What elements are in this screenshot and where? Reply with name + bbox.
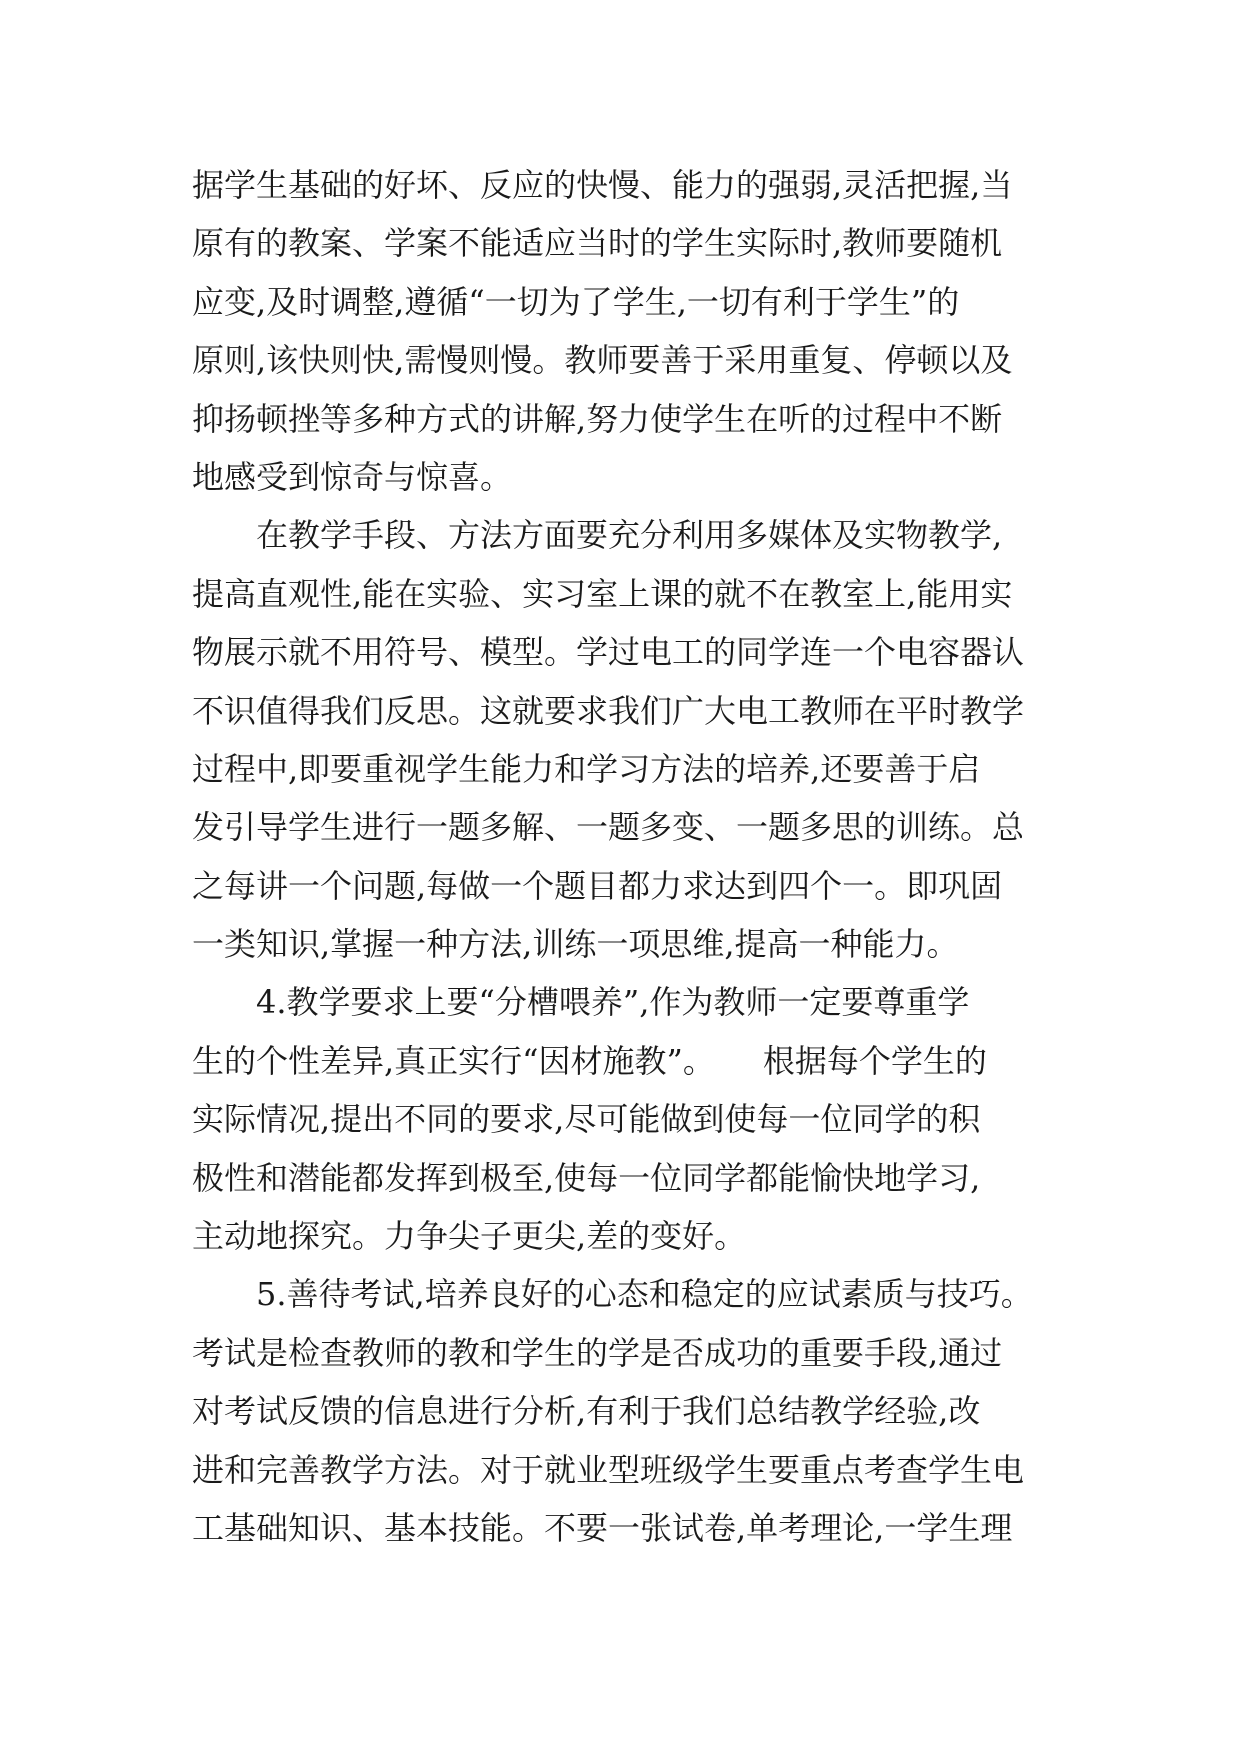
text-line: 提高直观性,能在实验、实习室上课的就不在教室上,能用实 [192,574,1013,613]
text-line: 极性和潜能都发挥到极至,使每一位同学都能愉快地学习, [192,1158,981,1197]
text-line: 生的个性差异,真正实行“因材施教”。 根据每个学生的 [192,1041,987,1080]
text-line: 发引导学生进行一题多解、一题多变、一题多思的训练。总 [192,808,1025,847]
text-line: 过程中,即要重视学生能力和学习方法的培养,还要善于启 [192,749,981,788]
text-line: 物展示就不用符号、模型。学过电工的同学连一个电容器认 [192,633,1025,672]
text-line: 地感受到惊奇与惊喜。 [192,457,513,496]
text-line: 实际情况,提出不同的要求,尽可能做到使每一位同学的积 [192,1100,981,1139]
text-line: 4.教学要求上要“分槽喂养”,作为教师一定要尊重学 [192,983,970,1022]
text-line: 进和完善教学方法。对于就业型班级学生要重点考查学生电 [192,1450,1025,1489]
text-line: 应变,及时调整,遵循“一切为了学生,一切有利于学生”的 [192,282,960,321]
text-line: 原有的教案、学案不能适应当时的学生实际时,教师要随机 [192,224,1003,263]
text-line: 工基础知识、基本技能。不要一张试卷,单考理论,一学生理 [192,1508,1013,1547]
body-text [192,156,1052,1557]
text-line: 原则,该快则快,需慢则慢。教师要善于采用重复、停顿以及 [192,341,1013,380]
text-line: 主动地探究。力争尖子更尖,差的变好。 [192,1217,747,1256]
text-line: 一类知识,掌握一种方法,训练一项思维,提高一种能力。 [192,925,959,964]
text-line: 5.善待考试,培养良好的心态和稳定的应试素质与技巧。 [192,1275,1033,1314]
text-line: 抑扬顿挫等多种方式的讲解,努力使学生在听的过程中不断 [192,399,1003,438]
text-line: 考试是检查教师的教和学生的学是否成功的重要手段,通过 [192,1333,1003,1372]
text-line: 之每讲一个问题,每做一个题目都力求达到四个一。即巩固 [192,866,1003,905]
text-line: 对考试反馈的信息进行分析,有利于我们总结教学经验,改 [192,1392,981,1431]
text-line: 在教学手段、方法方面要充分利用多媒体及实物教学, [192,516,1003,555]
text-line: 不识值得我们反思。这就要求我们广大电工教师在平时教学 [192,691,1025,730]
text-line: 据学生基础的好坏、反应的快慢、能力的强弱,灵活把握,当 [192,166,1013,204]
